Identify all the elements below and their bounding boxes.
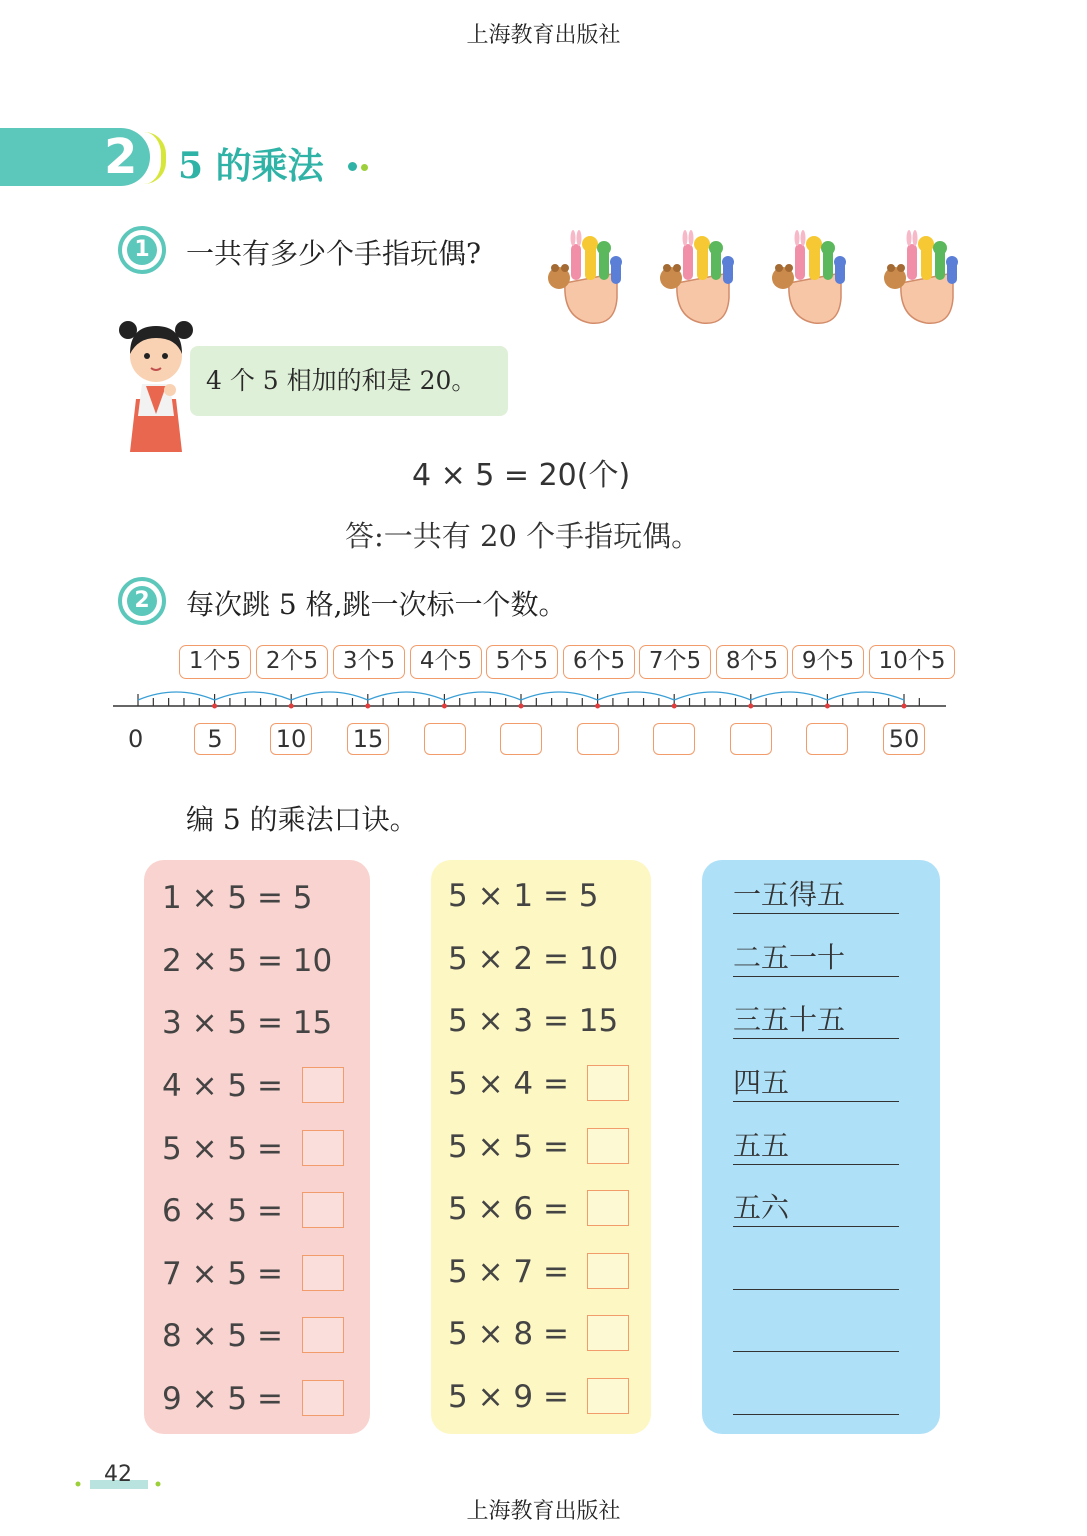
section-number: 2 <box>104 129 138 185</box>
answer-box[interactable] <box>302 1067 344 1103</box>
jump-arc <box>138 692 215 700</box>
finger-puppets-illustration <box>540 228 980 328</box>
jump-arc <box>368 692 445 700</box>
jump-arc <box>521 692 598 700</box>
publisher-header: 上海教育出版社 <box>466 23 621 48</box>
left-equation: 2 × 5 = 10 <box>162 943 333 979</box>
answer-box[interactable] <box>302 1130 344 1166</box>
mark-box[interactable] <box>577 723 619 755</box>
question-2-number: 2 <box>127 586 157 616</box>
mark-box[interactable]: 15 <box>347 723 389 755</box>
answer-box[interactable] <box>587 1378 629 1414</box>
rhyme-line[interactable]: 二五一十 <box>733 943 899 977</box>
question-1-number: 1 <box>127 235 157 265</box>
middle-equation: 5 × 5 = <box>448 1129 569 1165</box>
jump-landing-dot <box>825 704 830 709</box>
jump-landing-dot <box>442 704 447 709</box>
answer-line: 答:一共有 20 个手指玩偶。 <box>345 519 701 553</box>
answer-box[interactable] <box>587 1128 629 1164</box>
jump-arc <box>827 692 904 700</box>
jump-arc <box>291 692 368 700</box>
table-prompt: 编 5 的乘法口诀。 <box>186 803 418 836</box>
left-equation: 8 × 5 = <box>162 1318 283 1354</box>
answer-box[interactable] <box>587 1253 629 1289</box>
middle-equation: 5 × 4 = <box>448 1066 569 1102</box>
rhyme-line[interactable] <box>733 1256 899 1290</box>
number-line-zero: 0 <box>128 725 144 753</box>
jump-arc <box>215 692 292 700</box>
jump-label: 5个5 <box>486 645 558 679</box>
banner-arc-decoration <box>144 132 166 184</box>
rhyme-line[interactable]: 五五 <box>733 1131 899 1165</box>
middle-equation: 5 × 2 = 10 <box>448 941 619 977</box>
left-equation: 7 × 5 = <box>162 1256 283 1292</box>
middle-equation: 5 × 6 = <box>448 1191 569 1227</box>
question-2-badge <box>118 577 166 625</box>
rhyme-line[interactable]: 五六 <box>733 1193 899 1227</box>
jump-label: 1个5 <box>179 645 251 679</box>
answer-box[interactable] <box>587 1315 629 1351</box>
jump-label: 10个5 <box>869 645 955 679</box>
jump-landing-dot <box>365 704 370 709</box>
rhyme-line[interactable] <box>733 1318 899 1352</box>
page-number: 42 <box>104 1462 132 1487</box>
mark-box[interactable] <box>424 723 466 755</box>
rhyme-line[interactable] <box>733 1381 899 1415</box>
answer-box[interactable] <box>302 1192 344 1228</box>
mark-box[interactable]: 50 <box>883 723 925 755</box>
answer-box[interactable] <box>587 1190 629 1226</box>
jump-arc <box>444 692 521 700</box>
middle-equation: 5 × 3 = 15 <box>448 1003 619 1039</box>
question-1-badge <box>118 226 166 274</box>
rhyme-line[interactable]: 一五得五 <box>733 880 899 914</box>
middle-equation: 5 × 8 = <box>448 1316 569 1352</box>
answer-box[interactable] <box>302 1317 344 1353</box>
question-1-text: 一共有多少个手指玩偶? <box>186 237 482 270</box>
left-equation: 1 × 5 = 5 <box>162 880 313 916</box>
jump-label: 8个5 <box>716 645 788 679</box>
jump-label: 2个5 <box>256 645 328 679</box>
jump-label: 4个5 <box>410 645 482 679</box>
mark-box[interactable]: 5 <box>194 723 236 755</box>
left-equation: 4 × 5 = <box>162 1068 283 1104</box>
jump-label: 9个5 <box>792 645 864 679</box>
jump-arc <box>674 692 751 700</box>
answer-box[interactable] <box>302 1380 344 1416</box>
answer-box[interactable] <box>587 1065 629 1101</box>
left-equation: 6 × 5 = <box>162 1193 283 1229</box>
speech-bubble: 4 个 5 相加的和是 20。 <box>190 346 508 416</box>
publisher-footer: 上海教育出版社 <box>466 1499 621 1524</box>
jump-label: 7个5 <box>639 645 711 679</box>
mark-box[interactable]: 10 <box>270 723 312 755</box>
left-equation: 3 × 5 = 15 <box>162 1005 333 1041</box>
jump-arc <box>598 692 675 700</box>
left-equation: 5 × 5 = <box>162 1131 283 1167</box>
jump-landing-dot <box>212 704 217 709</box>
rhyme-line[interactable]: 四五 <box>733 1068 899 1102</box>
jump-label: 6个5 <box>563 645 635 679</box>
jump-landing-dot <box>748 704 753 709</box>
answer-box[interactable] <box>302 1255 344 1291</box>
mark-box[interactable] <box>730 723 772 755</box>
mark-box[interactable] <box>500 723 542 755</box>
mark-box[interactable] <box>806 723 848 755</box>
jump-landing-dot <box>595 704 600 709</box>
middle-equation: 5 × 9 = <box>448 1379 569 1415</box>
rhyme-line[interactable]: 三五十五 <box>733 1005 899 1039</box>
left-equation: 9 × 5 = <box>162 1381 283 1417</box>
section-title: 5 的乘法 <box>178 145 324 187</box>
jump-arc <box>751 692 828 700</box>
jump-label: 3个5 <box>333 645 405 679</box>
mark-box[interactable] <box>653 723 695 755</box>
jump-landing-dot <box>672 704 677 709</box>
title-dots-decoration <box>348 156 372 175</box>
equation-line: 4 × 5 = 20(个) <box>412 458 631 493</box>
girl-thinking-illustration <box>116 304 196 456</box>
number-line <box>0 680 1087 720</box>
jump-landing-dot <box>902 704 907 709</box>
question-2-text: 每次跳 5 格,跳一次标一个数。 <box>186 588 567 621</box>
jump-landing-dot <box>519 704 524 709</box>
middle-equation: 5 × 1 = 5 <box>448 878 599 914</box>
jump-landing-dot <box>289 704 294 709</box>
middle-equation: 5 × 7 = <box>448 1254 569 1290</box>
